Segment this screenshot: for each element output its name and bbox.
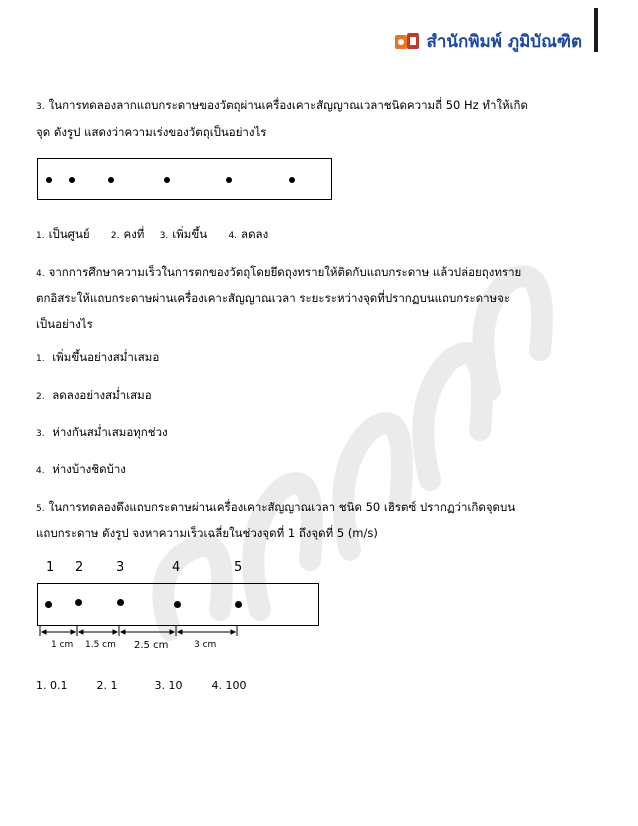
option-text: 100 <box>225 679 247 692</box>
distance-label: 2.5 cm <box>134 640 169 651</box>
tape-dot <box>69 177 75 183</box>
point-label-1: 1 <box>46 560 55 575</box>
option-text: 0.1 <box>50 679 68 692</box>
option-number: 1. <box>36 354 45 364</box>
tape-dot <box>46 177 52 183</box>
tape-dot <box>45 601 52 608</box>
header-divider-bar <box>594 8 598 52</box>
dimension-arrows <box>36 626 286 640</box>
option-text: 1 <box>110 679 118 692</box>
question-5-line1 <box>36 497 515 519</box>
option-number: 4. <box>228 231 238 241</box>
point-label-5: 5 <box>234 560 243 575</box>
option-number: 3. <box>154 679 165 692</box>
option-text: เพิ่มขึ้น <box>172 227 208 241</box>
option-text: ลดลง <box>241 227 269 241</box>
question-5-line2: แถบกระดาษ ดังรูป จงหาความเร็วเฉลี่ยในช่วงจุดที่ 1 ถึงจุดที่ 5 (m/s) <box>36 526 378 540</box>
question-3-line2: จุด ดังรูป แสดงว่าความเร่งของวัตถุเป็นอย่างไร <box>36 125 267 139</box>
distance-label: 3 cm <box>194 640 217 650</box>
option-text: ห่างกันสม่ำเสมอทุกช่วง <box>52 425 168 439</box>
point-label-3: 3 <box>116 560 125 575</box>
option-text: เพิ่มขึ้นอย่างสม่ำเสมอ <box>52 350 160 364</box>
point-label-4: 4 <box>172 560 181 575</box>
brand-name: สำนักพิมพ์ ภูมิบัณฑิต <box>426 31 582 52</box>
q4-option-1 <box>36 347 159 369</box>
tape-dot <box>164 177 170 183</box>
tape-dot <box>226 177 232 183</box>
q4-option-3 <box>36 422 168 444</box>
option-number: 1. <box>36 231 45 241</box>
question-text: ในการทดลองลากแถบกระดาษของวัตถุผ่านเครื่องเคาะสัญญาณเวลาชนิดความถี่ 50 Hz ทำให้เกิด <box>48 98 528 112</box>
question-text: จากการศึกษาความเร็วในการตกของวัตถุโดยยึดถุงทรายให้ติดกับแถบกระดาษ แล้วปล่อยถุงทราย <box>48 265 522 279</box>
header-brand <box>395 28 583 54</box>
option-text: 10 <box>168 679 183 692</box>
option-text: ลดลงอย่างสม่ำเสมอ <box>52 388 152 402</box>
ticker-tape-q5 <box>37 583 319 626</box>
tape-dot <box>174 601 181 608</box>
distance-label: 1 cm <box>51 640 74 650</box>
q4-option-2 <box>36 385 152 407</box>
q5-options <box>36 676 247 696</box>
tape-dot <box>289 177 295 183</box>
question-number: 5. <box>36 504 45 514</box>
option-number: 4. <box>211 679 222 692</box>
tape-dot <box>108 177 114 183</box>
option-text: ห่างบ้างชิดบ้าง <box>52 462 126 476</box>
tape-dot <box>117 599 124 606</box>
question-text: ในการทดลองดึงแถบกระดาษผ่านเครื่องเคาะสัญญาณเวลา ชนิด 50 เฮิรตซ์ ปรากฏว่าเกิดจุดบน <box>48 500 516 514</box>
tape-dot <box>75 599 82 606</box>
point-label-2: 2 <box>75 560 84 575</box>
question-4-line1 <box>36 262 521 284</box>
option-number: 4. <box>36 466 45 476</box>
question-number: 3. <box>36 102 45 112</box>
distance-label: 1.5 cm <box>85 640 116 650</box>
question-3-line1 <box>36 95 528 117</box>
option-number: 2. <box>96 679 107 692</box>
option-number: 2. <box>110 231 120 241</box>
tape-dot <box>235 601 242 608</box>
q4-option-4 <box>36 459 126 481</box>
question-4-line2: ตกอิสระให้แถบกระดาษผ่านเครื่องเคาะสัญญาณเวลา ระยะระหว่างจุดที่ปรากฏบนแถบกระดาษจะ <box>36 291 511 305</box>
option-number: 3. <box>159 231 169 241</box>
option-text: เป็นศูนย์ <box>48 227 90 241</box>
option-number: 2. <box>36 392 45 402</box>
question-number: 4. <box>36 269 45 279</box>
option-text: คงที่ <box>123 227 145 241</box>
option-number: 1. <box>36 679 47 692</box>
publisher-logo-icon <box>395 31 421 51</box>
q3-options <box>36 224 268 246</box>
option-number: 3. <box>36 429 45 439</box>
ticker-tape-q3 <box>37 158 332 200</box>
question-4-line3: เป็นอย่างไร <box>36 317 93 331</box>
